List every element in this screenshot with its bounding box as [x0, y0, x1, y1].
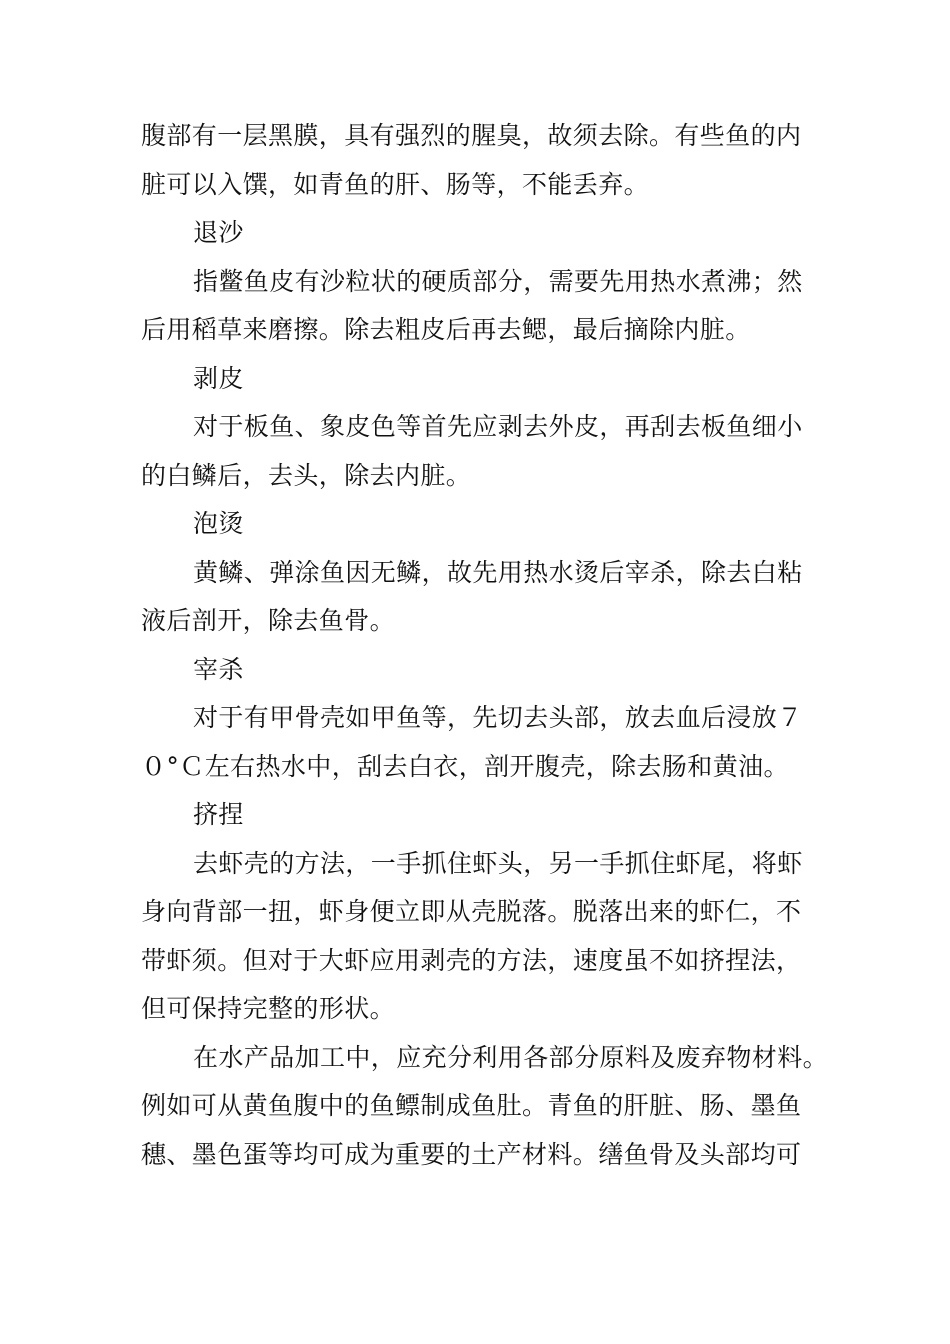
section-heading: 宰杀 [193, 654, 244, 684]
text-line: 液后剖开，除去鱼骨。 [141, 606, 396, 635]
text-line: 去虾壳的方法，一手抓住虾头，另一手抓住虾尾，将虾 [193, 848, 803, 878]
text-line: 脏可以入馔，如青鱼的肝、肠等，不能丢弃。 [141, 169, 650, 199]
text-line: 在水产品加工中，应充分利用各部分原料及废弃物材料。 [193, 1042, 829, 1072]
text-line: 但可保持完整的形状。 [141, 994, 396, 1023]
text-line: 指鳖鱼皮有沙粒状的硬质部分，需要先用热水煮沸；然 [193, 266, 803, 296]
text-line: 例如可从黄鱼腹中的鱼鳔制成鱼肚。青鱼的肝脏、肠、墨鱼 [141, 1091, 802, 1120]
text-line: 黄鳞、弹涂鱼因无鳞，故先用热水烫后宰杀，除去白粘 [193, 557, 803, 587]
text-line: 对于有甲骨壳如甲鱼等，先切去头部，放去血后浸放７ [193, 703, 803, 732]
text-line: 身向背部一扭，虾身便立即从壳脱落。脱落出来的虾仁，不 [141, 897, 802, 926]
text-line: 腹部有一层黑膜，具有强烈的腥臭，故须去除。有些鱼的内 [141, 121, 802, 150]
section-heading: 泡烫 [193, 509, 244, 538]
document-body [141, 112, 829, 1179]
section-heading: 挤捏 [193, 800, 244, 829]
text-line: 带虾须。但对于大虾应用剥壳的方法，速度虽不如挤捏法， [141, 945, 802, 975]
text-line: 对于板鱼、象皮色等首先应剥去外皮，再刮去板鱼细小 [193, 412, 803, 441]
text-line: 后用稻草来磨擦。除去粗皮后再去鳃，最后摘除内脏。 [141, 315, 751, 344]
text-line: ０°Ｃ左右热水中，刮去白衣，剖开腹壳，除去肠和黄油。 [141, 751, 789, 781]
section-heading: 退沙 [193, 218, 244, 247]
section-heading: 剥皮 [193, 363, 244, 393]
text-line: 的白鳞后，去头，除去内脏。 [141, 460, 472, 490]
text-line: 穗、墨色蛋等均可成为重要的土产材料。缮鱼骨及头部均可 [141, 1139, 802, 1169]
